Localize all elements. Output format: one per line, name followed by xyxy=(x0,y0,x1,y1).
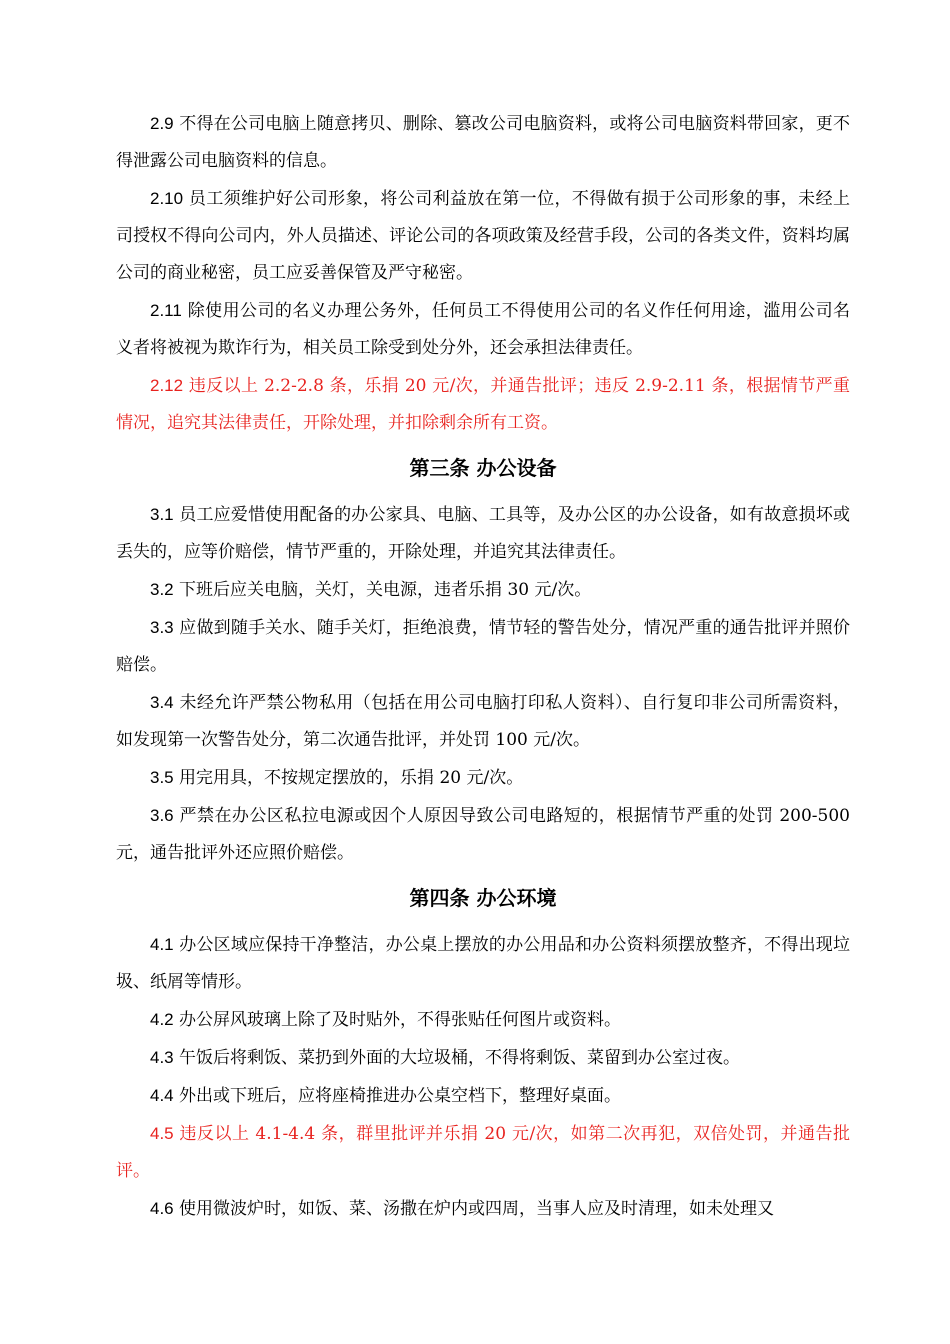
clause-number: 3.6 xyxy=(150,806,174,825)
section-heading: 第三条 办公设备 xyxy=(409,456,557,480)
clause-paragraph xyxy=(116,797,850,872)
clause-paragraph xyxy=(116,926,850,1001)
clause-paragraph xyxy=(116,1115,850,1190)
clause-paragraph xyxy=(116,1077,850,1115)
clause-number: 3.5 xyxy=(150,768,174,787)
section-heading: 第四条 办公环境 xyxy=(409,886,557,910)
clause-text: 严禁在办公区私拉电源或因个人原因导致公司电路短的，根据情节严重的处罚 200-500 元，通告批评外还应照价赔偿。 xyxy=(116,806,850,863)
clause-paragraph xyxy=(116,367,850,442)
clause-text: 违反以上 2.2-2.8 条，乐捐 20 元/次，并通告批评；违反 2.9-2.11 条，根据情节严重情况，追究其法律责任，开除处理，并扣除剩余所有工资。 xyxy=(116,376,850,433)
clause-text: 违反以上 4.1-4.4 条，群里批评并乐捐 20 元/次，如第二次再犯，双倍处罚，并通告批评。 xyxy=(116,1124,851,1181)
clause-paragraph xyxy=(116,1001,850,1039)
clause-paragraph xyxy=(116,571,850,609)
clause-number: 3.1 xyxy=(150,505,174,524)
clause-number: 4.4 xyxy=(150,1086,174,1105)
clause-paragraph xyxy=(116,105,850,180)
clause-number: 2.11 xyxy=(150,301,182,320)
clause-paragraph xyxy=(116,684,850,759)
clause-paragraph xyxy=(116,180,850,292)
clause-number: 4.3 xyxy=(150,1048,174,1067)
clause-text: 用完用具，不按规定摆放的，乐捐 20 元/次。 xyxy=(179,768,524,788)
document-page xyxy=(116,105,850,1228)
clause-text: 午饭后将剩饭、菜扔到外面的大垃圾桶，不得将剩饭、菜留到办公室过夜。 xyxy=(179,1048,741,1068)
clause-number: 2.10 xyxy=(150,189,184,208)
clause-text: 应做到随手关水、随手关灯，拒绝浪费，情节轻的警告处分，情况严重的通告批评并照价赔偿。 xyxy=(116,618,850,675)
clause-number: 2.12 xyxy=(150,376,184,395)
clause-number: 3.2 xyxy=(150,580,174,599)
clause-text: 外出或下班后，应将座椅推进办公桌空档下，整理好桌面。 xyxy=(179,1086,622,1106)
clause-text: 不得在公司电脑上随意拷贝、删除、篡改公司电脑资料，或将公司电脑资料带回家，更不得泄露公司电脑资料的信息。 xyxy=(116,114,850,171)
clause-paragraph xyxy=(116,292,850,367)
clause-text: 员工须维护好公司形象，将公司利益放在第一位，不得做有损于公司形象的事，未经上司授权不得向公司内，外人员描述、评论公司的各项政策及经营手段，公司的各类文件，资料均属公司的商业秘密，员工应妥善保管及严守秘密。 xyxy=(116,189,850,283)
clause-paragraph xyxy=(116,1039,850,1077)
clause-paragraph xyxy=(116,496,850,571)
clause-text: 未经允许严禁公物私用（包括在用公司电脑打印私人资料）、自行复印非公司所需资料，如发现第一次警告处分，第二次通告批评，并处罚 100 元/次。 xyxy=(116,693,850,750)
clause-text: 下班后应关电脑，关灯，关电源，违者乐捐 30 元/次。 xyxy=(179,580,592,600)
clause-number: 3.4 xyxy=(150,693,174,712)
clause-paragraph xyxy=(116,759,850,797)
clause-number: 2.9 xyxy=(150,114,174,133)
clause-paragraph xyxy=(116,1190,850,1228)
clause-text: 使用微波炉时，如饭、菜、汤撒在炉内或四周，当事人应及时清理，如未处理又 xyxy=(179,1199,775,1219)
clause-text: 办公屏风玻璃上除了及时贴外，不得张贴任何图片或资料。 xyxy=(179,1010,622,1030)
clause-number: 4.1 xyxy=(150,935,174,954)
clause-text: 员工应爱惜使用配备的办公家具、电脑、工具等，及办公区的办公设备，如有故意损坏或丢失的，应等价赔偿，情节严重的，开除处理，并追究其法律责任。 xyxy=(116,505,850,562)
clause-paragraph xyxy=(116,609,850,684)
clause-number: 3.3 xyxy=(150,618,174,637)
clause-text: 办公区域应保持干净整洁，办公桌上摆放的办公用品和办公资料须摆放整齐，不得出现垃圾、纸屑等情形。 xyxy=(116,935,850,992)
clause-number: 4.6 xyxy=(150,1199,174,1218)
clause-text: 除使用公司的名义办理公务外，任何员工不得使用公司的名义作任何用途，滥用公司名义者将被视为欺诈行为，相关员工除受到处分外，还会承担法律责任。 xyxy=(116,301,851,358)
clause-number: 4.2 xyxy=(150,1010,174,1029)
clause-number: 4.5 xyxy=(150,1124,174,1143)
